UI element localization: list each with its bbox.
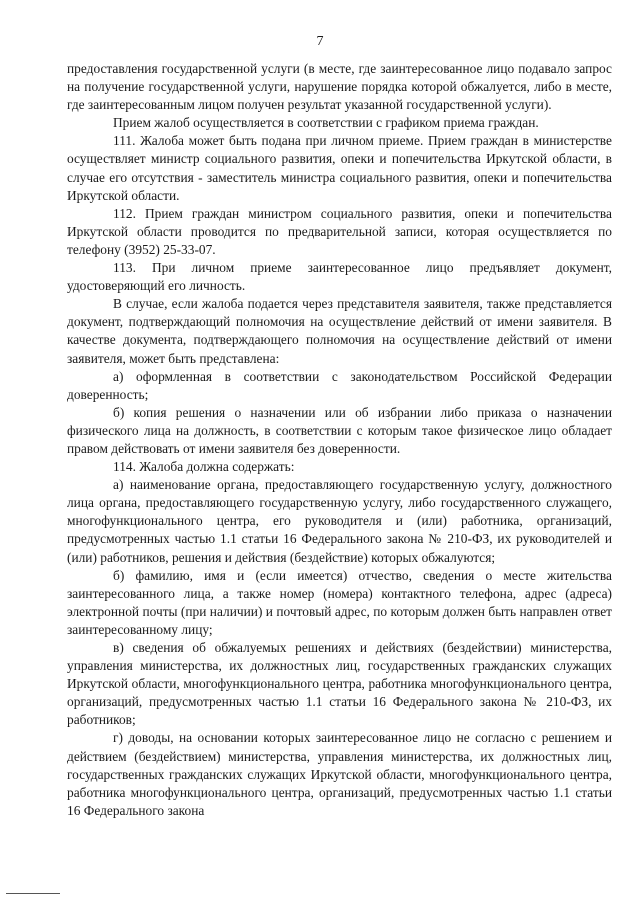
paragraph-114-item-v: в) сведения об обжалуемых решениях и действиях (бездействии) министерства, управления министерства, их должностных лиц, государственных гражданских служащих Иркутской области, многофункционального центра, работника многофункционального центра, организаций, предусмотренных частью 1.1 статьи 16 Федерального закона № 210-ФЗ, их работников; (67, 640, 612, 728)
paragraph-114-item-g: г) доводы, на основании которых заинтересованное лицо не согласно с решением и действием (бездействием) министерства, управления министерства, их должностных лиц, государственных гражданских служащих Иркутской области, многофункционального центра, работника многофункционального центра, организаций, предусмотренных частью 1.1 статьи 16 Федерального закона (67, 730, 612, 818)
document-body (67, 60, 612, 820)
paragraph-114: 114. Жалоба должна содержать: (113, 459, 295, 475)
paragraph-114-item-a: а) наименование органа, предоставляющего государственную услугу, должностного лица органа, предоставляющего государственную услугу, либо государственного служащего, многофункционального центра, его руководителя и (или) работника, организаций, предусмотренных частью 1.1 статьи 16 Федерального закона № 210-ФЗ, их руководителей и (или) работников, решения и действия (бездействие) которых обжалуются; (67, 477, 612, 565)
paragraph-complaint-schedule: Прием жалоб осуществляется в соответствии с графиком приема граждан. (113, 115, 539, 131)
paragraph-111: 111. Жалоба может быть подана при личном приеме. Прием граждан в министерстве осуществляет министр социального развития, опеки и попечительства Иркутской области, в случае его отсутствия - заместитель министра социального развития, опеки и попечительства Иркутской области. (67, 133, 612, 203)
paragraph-continuation: предоставления государственной услуги (в месте, где заинтересованное лицо подавало запрос на получение государственной услуги, нарушение порядка которой обжалуется, либо в месте, где заинтересованным лицом получен результат указанной государственной услуги). (67, 61, 612, 113)
page-number: 7 (316, 34, 324, 49)
paragraph-item-b-decision-copy: б) копия решения о назначении или об избрании либо приказа о назначении физического лица на должность, в соответствии с которым такое физическое лицо обладает правом действовать от имени заявителя без доверенности. (67, 404, 612, 456)
paragraph-item-a-power-of-attorney: а) оформленная в соответствии с законодательством Российской Федерации доверенность; (67, 368, 612, 402)
paragraph-113: 113. При личном приеме заинтересованное лицо предъявляет документ, удостоверяющий его личность. (67, 260, 612, 294)
footnote-separator (6, 893, 60, 894)
paragraph-114-item-b: б) фамилию, имя и (если имеется) отчество, сведения о месте жительства заинтересованного лица, а также номер (номера) контактного телефона, адрес (адреса) электронной почты (при наличии) и почтовый адрес, по которым должен быть направлен ответ заинтересованному лицу; (67, 567, 612, 637)
paragraph-112: 112. Прием граждан министром социального развития, опеки и попечительства Иркутской области проводится по предварительной записи, которая осуществляется по телефону (3952) 25-33-07. (67, 205, 612, 257)
paragraph-representative: В случае, если жалоба подается через представителя заявителя, также представляется документ, подтверждающий полномочия на осуществление действий от имени заявителя. В качестве документа, подтверждающего полномочия на осуществление действий от имени заявителя, может быть представлена: (67, 296, 612, 366)
